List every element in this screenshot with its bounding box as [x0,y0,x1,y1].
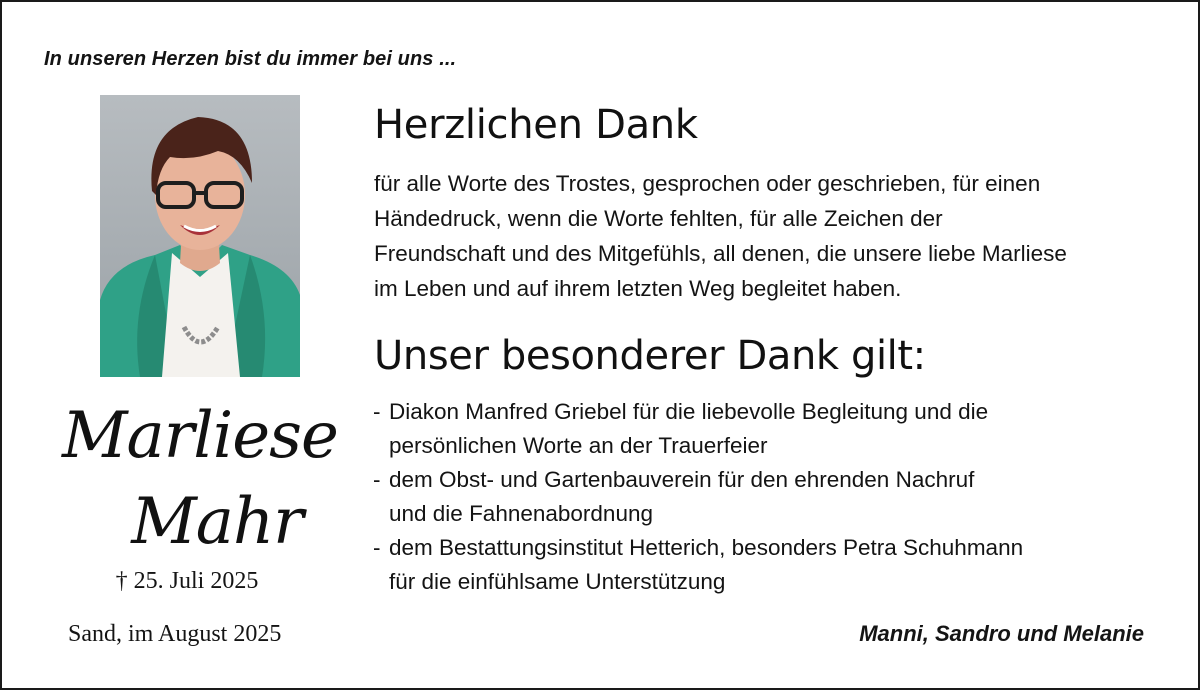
list-item-text: dem Bestattungsinstitut Hetterich, besonders Petra Schuhmann [389,535,1024,560]
death-date: † 25. Juli 2025 [115,568,259,594]
list-item-text: Diakon Manfred Griebel für die liebevolle Begleitung und die [389,399,989,424]
deceased-first-name: Marliese [62,399,338,473]
thanks-heading: Herzlichen Dank [374,102,698,148]
portrait-photo [100,95,300,377]
paragraph-line: im Leben und auf ihrem letzten Weg begleitet haben. [374,276,902,301]
list-item [373,463,1173,531]
list-bullet: - [373,467,381,492]
paragraph-line: für alle Worte des Trostes, gesprochen oder geschrieben, für einen [374,171,1041,196]
list-item-line [373,463,1173,497]
motto-text: In unseren Herzen bist du immer bei uns ... [44,48,457,70]
place-and-date: Sand, im August 2025 [68,621,282,647]
list-item [373,395,1173,463]
deceased-last-name: Mahr [131,485,303,559]
list-item-line: und die Fahnenabordnung [389,501,653,526]
list-item-line [373,395,1173,429]
list-item-line: für die einfühlsame Unterstützung [389,569,726,594]
list-item [373,531,1173,599]
list-bullet: - [373,399,381,424]
signers: Manni, Sandro und Melanie [859,621,1144,646]
paragraph-line: Händedruck, wenn die Worte fehlten, für alle Zeichen der [374,206,943,231]
list-item-line [373,531,1173,565]
special-thanks-list [373,395,1173,599]
special-thanks-heading: Unser besonderer Dank gilt: [374,333,926,379]
list-bullet: - [373,535,381,560]
thanks-paragraph [374,166,1174,306]
list-item-line: persönlichen Worte an der Trauerfeier [389,433,768,458]
paragraph-line: Freundschaft und des Mitgefühls, all denen, die unsere liebe Marliese [374,241,1067,266]
list-item-text: dem Obst- und Gartenbauverein für den ehrenden Nachruf [389,467,975,492]
